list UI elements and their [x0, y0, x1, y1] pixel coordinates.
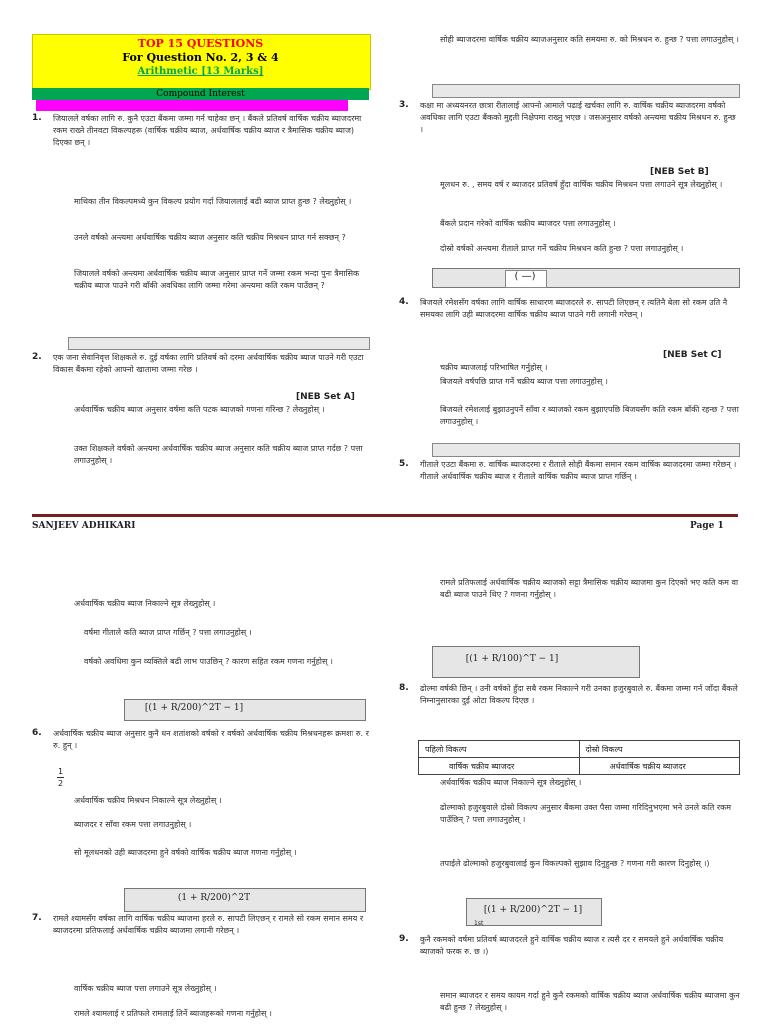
table-row	[419, 758, 740, 775]
header-subtitle: For Question No. 2, 3 & 4	[122, 51, 279, 64]
q1-intro: जियालले वर्षका लागि रु. कुनै एउटा बैंकमा जम्मा गर्न चाहेका छन् । बैंकले प्रतिवर्ष वार्षिक चक्रीय ब्याजदरमा रकम राख्ने तीनवटा विकल्पहरू (वार्षिक चक्रीय ब्याज, अर्धवार्षिक चक्रीय ब्याज र त्रैमासिक चक्रीय ब्याज) दिएका छन् ।	[53, 114, 362, 147]
q4-neb-tag: [NEB Set C]	[663, 350, 722, 360]
q1-number: 1.	[32, 113, 42, 123]
q4-answer-bar	[432, 443, 740, 457]
q6-intro: अर्धवार्षिक चक्रीय ब्याज अनुसार कुनै धन शतांशको वर्षको र वर्षको अर्धवार्षिक चक्रीय मिश्रधनहरू क्रमशः रु. र रु. हुन् ।	[53, 729, 369, 750]
q7-part-a: वार्षिक चक्रीय ब्याज पत्ता लगाउने सूत्र लेख्नुहोस् ।	[74, 984, 217, 993]
q6-half-bar	[57, 777, 64, 778]
q7-formula-text: (1 + R/200)^2T	[177, 893, 251, 903]
q1-part-a: माथिका तीन विकल्पमध्ये कुन विकल्प प्रयोग गर्दा जियाललाई बढी ब्याज प्राप्त हुन्छ ? लेख्नुहोस् ।	[74, 197, 352, 206]
q7-part-c: रामले प्रतिफलाई अर्धवार्षिक चक्रीय ब्याजको सट्टा त्रैमासिक चक्रीय ब्याजमा कुन दिएको भए कति कम वा बढी ब्याज पाउने थिए ? गणना गर्नुहोस् ।	[440, 578, 739, 599]
q9-number: 9.	[399, 934, 409, 944]
q5-part-a: अर्धवार्षिक चक्रीय ब्याज निकाल्ने सूत्र लेख्नुहोस् ।	[74, 599, 216, 608]
q9-part-a: समान ब्याजदर र समय कायम गर्दा हुने कुनै रकमको वार्षिक चक्रीय ब्याज अर्धवार्षिक चक्रीय ब्याजमा कुन बढी हुन्छ ? लेख्नुहोस् ।	[440, 991, 740, 1012]
footer-page: Page 1	[690, 521, 724, 531]
q1-answer-bar	[68, 337, 370, 350]
q8-number: 8.	[399, 683, 409, 693]
q5-number: 5.	[399, 459, 409, 469]
q8-part-a: अर्धवार्षिक चक्रीय ब्याज निकाल्ने सूत्र लेख्नुहोस् ।	[440, 778, 582, 787]
q8-options-table	[418, 740, 740, 775]
q6-formula-text: [(1 + R/200)^2T − 1]	[144, 703, 244, 713]
q8-part-c: तपाईले ढोल्माको हजुरबुवालाई कुन विकल्पको सुझाव दिनुहुन्छ ? गणना गरी कारण दिनुहोस् ।)	[440, 859, 710, 868]
q6-half-num: 1	[58, 767, 64, 776]
q3-formula-text: ( —)	[514, 271, 536, 282]
q8-formula-text: [(1 + R/100)^T − 1]	[465, 654, 559, 664]
q2-part-a: अर्धवार्षिक चक्रीय ब्याज अनुसार वर्षमा कति पटक ब्याजको गणना गरिन्छ ? लेख्नुहोस् ।	[74, 405, 325, 414]
q9-intro: कुनै रकमको वर्षमा प्रतिवर्ष ब्याजदरले हुने वार्षिक चक्रीय ब्याज र त्यसै दर र समयले हुने अर्धवार्षिक चक्रीय ब्याजको फरक रु. छ ।)	[420, 935, 724, 956]
q4-part-b: बिजयले वर्षपछि प्राप्त गर्ने चक्रीय ब्याज पत्ता लगाउनुहोस् ।	[440, 377, 608, 386]
header-topic: Arithmetic [13 Marks]	[137, 66, 264, 77]
header-title: TOP 15 QUESTIONS	[137, 37, 264, 50]
table-header-first-option: पहिलो विकल्प	[419, 741, 580, 758]
q7-intro: रामले श्यामसँग वर्षका लागि वार्षिक चक्रीय ब्याजमा हरले रु. सापटी लिएछन् र रामले सो रकम समान समय र ब्याजदरमा प्रतिफलाई अर्धवार्षिक चक्रीय ब्याजमा लगानी गरेछन् ।	[53, 914, 364, 935]
q8-part-b: ढोल्माको हजुरबुवाले दोस्रो विकल्प अनुसार बैंकमा उक्त पैसा जम्मा गरिदिनुभएमा भने उनले कति रकम पाउँछिन् ? पत्ता लगाउनुहोस् ।	[440, 803, 732, 824]
q3-part-b: बैंकले प्रदान गरेको वार्षिक चक्रीय ब्याजदर पत्ता लगाउनुहोस् ।	[440, 219, 616, 228]
q2-neb-tag: [NEB Set A]	[296, 392, 355, 402]
q3-formula-box	[432, 268, 740, 288]
q1-part-c: जियालले वर्षको अन्त्यमा अर्धवार्षिक चक्रीय ब्याज अनुसार प्राप्त गर्ने जम्मा रकम भन्दा पुनः त्रैमासिक चक्रीय ब्याज पाउने गरी बाँकी अवधिका लागि जम्मा गरेमा अन्त्यमा कति रकम पाउँछन् ?	[74, 269, 360, 290]
q5-part-c: वर्षको अवधिमा कुन व्यक्तिले बढी लाभ पाउछिन् ? कारण सहित रकम गणना गर्नुहोस् ।	[84, 657, 333, 666]
footer-author: SANJEEV ADHIKARI	[32, 521, 136, 531]
q4-part-a: चक्रीय ब्याजलाई परिभाषित गर्नुहोस् ।	[440, 363, 548, 372]
q3-part-a: मूलधन रु. , समय वर्ष र ब्याजदर प्रतिवर्ष हुँदा वार्षिक चक्रीय मिश्रधन पत्ता लगाउने सूत्र लेख्नुहोस् ।	[440, 180, 723, 189]
q3-intro: कक्षा मा अध्ययनरत छात्रा रीतालाई आफ्नो आमाले पढाई खर्चका लागि रु. वार्षिक चक्रीय ब्याजदरमा वर्षको अवधिका लागि एउटा बैंकको मुद्दती निक्षेपमा राख्नु भएछ । जसअनुसार वर्षको अन्त्यमा चक्रीय मिश्रधन रु. हुन्छ ।	[420, 101, 736, 134]
q8-intro: ढोल्मा वर्षकी छिन् । उनी वर्षको हुँदा सबै रकम निकाल्ने गरी उनका हजुरबुवाले रु. बैंकमा जम्मा गर्न जाँदा बैंकले निम्नानुसारका दुई ओटा विकल्प दिएछ ।	[420, 684, 738, 705]
q9-formula-text: [(1 + R/200)^2T − 1]	[483, 905, 583, 915]
header-section: Compound Interest	[156, 89, 245, 99]
q6-number: 6.	[32, 728, 42, 738]
q4-intro: बिजयले रमेशसँग वर्षका लागि वार्षिक साधारण ब्याजदरले रु. सापटी लिएछन् र त्यतिनै बेला सो रकम उति नै समयका लागि उही ब्याजदरमा वार्षिक चक्रीय ब्याज पाउने गरी लगानी गरेछन् ।	[420, 298, 728, 319]
q5-intro: गीताले एउटा बैंकमा रु. वार्षिक ब्याजदरमा र रीताले सोही बैंकमा समान रकम वार्षिक ब्याजदरमा जम्मा गरेछन् । गीताले अर्धवार्षिक चक्रीय ब्याज र रीताले वार्षिक चक्रीय ब्याज प्राप्त गर्छिन् ।	[420, 460, 737, 481]
table-cell-annual-rate: वार्षिक चक्रीय ब्याजदर	[419, 758, 580, 775]
table-header-second-option: दोस्रो विकल्प	[579, 741, 740, 758]
q2-intro: एक जना सेवानिवृत्त शिक्षकले रु. दुई वर्षका लागि प्रतिवर्ष को दरमा अर्धवार्षिक चक्रीय ब्याज पाउने गरी एउटा विकास बैंकमा रहेको आफ्नो खातामा जम्मा गरेछ ।	[53, 353, 364, 374]
q5-part-b: वर्षमा गीताले कति ब्याज प्राप्त गर्छिन् ? पत्ता लगाउनुहोस् ।	[84, 628, 252, 637]
q4-part-c: बिजयले रमेशलाई बुझाउनुपर्ने साँवा र ब्याजको रकम बुझाएपछि बिजयसँग कति रकम बाँकी रहन्छ ? पत्ता लगाउनुहोस् ।	[440, 405, 739, 426]
q6-part-c: सो मूलधनको उही ब्याजदरमा हुने वर्षको वार्षिक चक्रीय ब्याज गणना गर्नुहोस् ।	[74, 848, 297, 857]
table-cell-semiannual-rate: अर्धवार्षिक चक्रीय ब्याजदर	[579, 758, 740, 775]
q7-number: 7.	[32, 913, 42, 923]
q3-part-c: दोस्रो वर्षको अन्त्यमा रीताले प्राप्त गर्ने चक्रीय मिश्रधन कति हुन्छ ? पत्ता लगाउनुहोस् ।	[440, 244, 684, 253]
q6-part-b: ब्याजदर र साँवा रकम पत्ता लगाउनुहोस् ।	[74, 820, 192, 829]
q3-number: 3.	[399, 100, 409, 110]
header-magenta-bar	[36, 100, 348, 111]
table-row	[419, 741, 740, 758]
q2-number: 2.	[32, 352, 42, 362]
q2-part-c: सोही ब्याजदरमा वार्षिक चक्रीय ब्याजअनुसार कति समयमा रु. को मिश्रधन रु. हुन्छ ? पत्ता लगाउनुहोस् ।	[440, 35, 739, 44]
q2-answer-bar	[432, 84, 740, 98]
q9-superscript: 1st	[474, 920, 484, 927]
q2-part-b: उक्त शिक्षकले वर्षको अन्त्यमा अर्धवार्षिक चक्रीय ब्याज अनुसार कति चक्रीय ब्याज प्राप्त गर्दछ ? पत्ता लगाउनुहोस् ।	[74, 444, 363, 465]
q7-part-b: रामले श्यामलाई र प्रतिफले रामलाई तिर्ने ब्याजहरूको गणना गर्नुहोस् ।	[74, 1009, 272, 1018]
q6-half-den: 2	[58, 779, 64, 788]
footer-rule	[32, 514, 738, 517]
q6-part-a: अर्धवार्षिक चक्रीय मिश्रधन निकाल्ने सूत्र लेख्नुहोस् ।	[74, 796, 222, 805]
q1-part-b: उनले वर्षको अन्त्यमा अर्धवार्षिक चक्रीय ब्याज अनुसार कति चक्रीय मिश्रधन प्राप्त गर्न सक्छन् ?	[74, 233, 346, 242]
q4-number: 4.	[399, 297, 409, 307]
q3-neb-tag: [NEB Set B]	[650, 167, 709, 177]
